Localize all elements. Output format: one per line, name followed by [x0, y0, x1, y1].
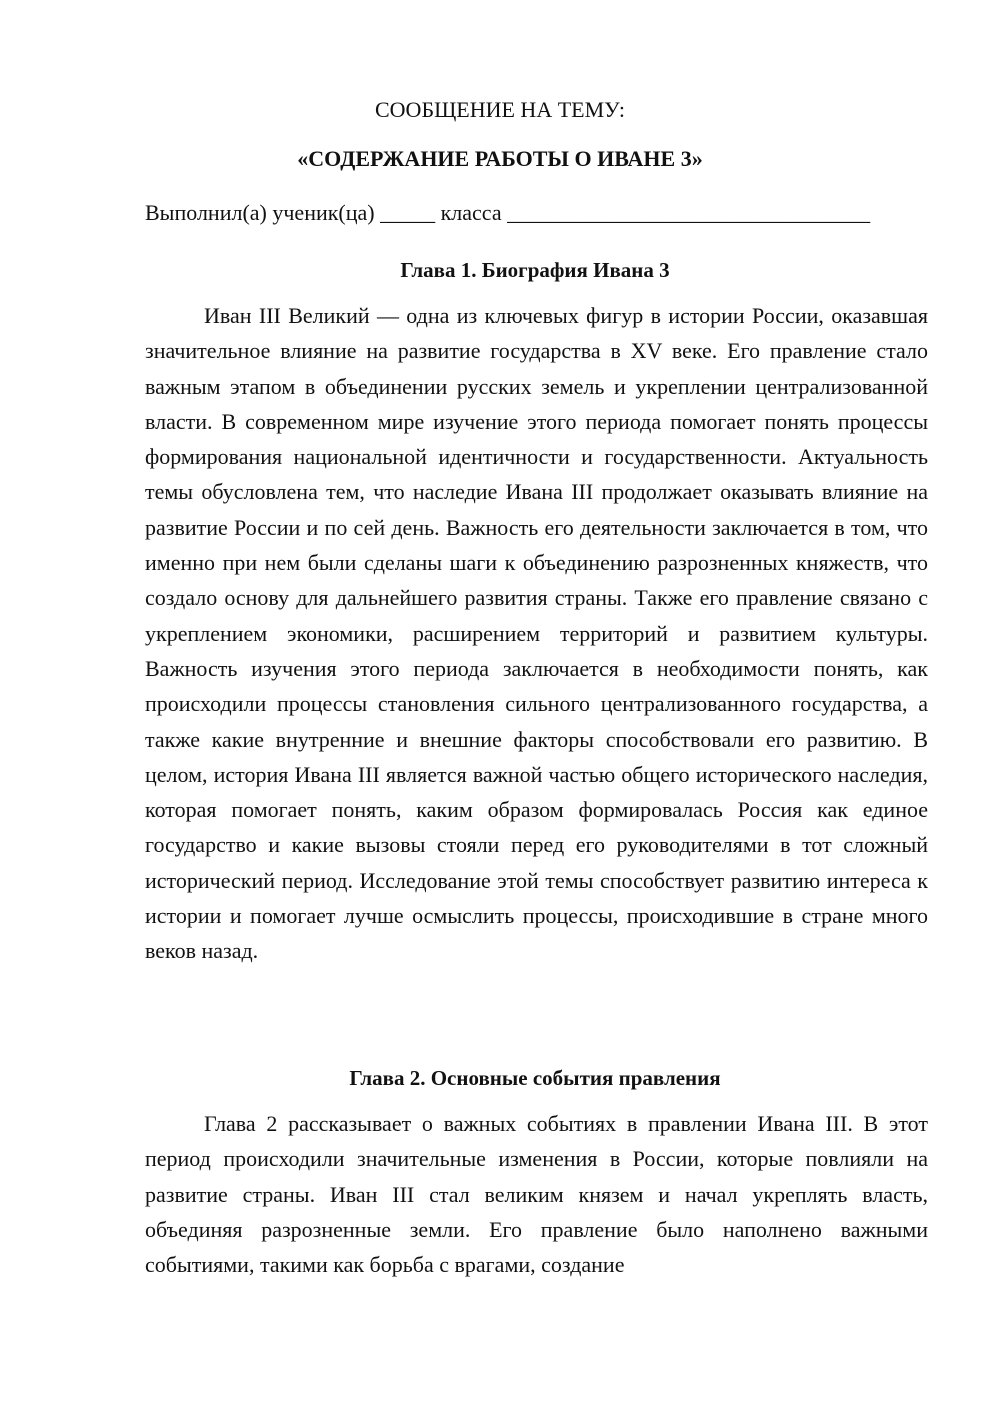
- chapter1-heading: Глава 1. Биография Ивана 3: [400, 258, 670, 282]
- chapter1-paragraph: Иван III Великий — одна из ключевых фигур в истории России, оказавшая значительное влияние на развитие государства в XV веке. Его правление стало важным этапом в объединении русских земель и укреплении централизованной власти. В современном мире изучение этого периода помогает понять процессы формирования национальной идентичности и государственности. Актуальность темы обусловлена тем, что наследие Ивана III продолжает оказывать влияние на развитие России и по сей день. Важность его деятельности заключается в том, что именно при нем были сделаны шаги к объединению разрозненных княжеств, что создало основу для дальнейшего развития страны. Также его правление связано с укреплением экономики, расширением территорий и развитием культуры. Важность изучения этого периода заключается в необходимости понять, как происходили процессы становления сильного централизованного государства, а также какие внутренние и внешние факторы способствовали его развитию. В целом, история Ивана III является важной частью общего исторического наследия, которая помогает понять, каким образом формировалась Россия как единое государство и какие вызовы стояли перед его руководителями в тот сложный исторический период. Исследование этой темы способствует развитию интереса к истории и помогает лучше осмыслить процессы, происходившие в стране много веков назад.: [145, 303, 928, 964]
- author-class-line: Выполнил(а) ученик(ца) _____ класса _________________________________: [145, 200, 871, 225]
- document-title-line2: «СОДЕРЖАНИЕ РАБОТЫ О ИВАНЕ 3»: [297, 146, 703, 171]
- chapter2-heading: Глава 2. Основные события правления: [349, 1066, 721, 1090]
- document-title-line1: СООБЩЕНИЕ НА ТЕМУ:: [375, 97, 625, 122]
- chapter2-paragraph: Глава 2 рассказывает о важных событиях в правлении Ивана III. В этот период происходили значительные изменения в России, которые повлияли на развитие страны. Иван III стал великим князем и начал укреплять власть, объединяя разрозненные земли. Его правление было наполнено важными событиями, такими как борьба с врагами, создание: [145, 1111, 928, 1278]
